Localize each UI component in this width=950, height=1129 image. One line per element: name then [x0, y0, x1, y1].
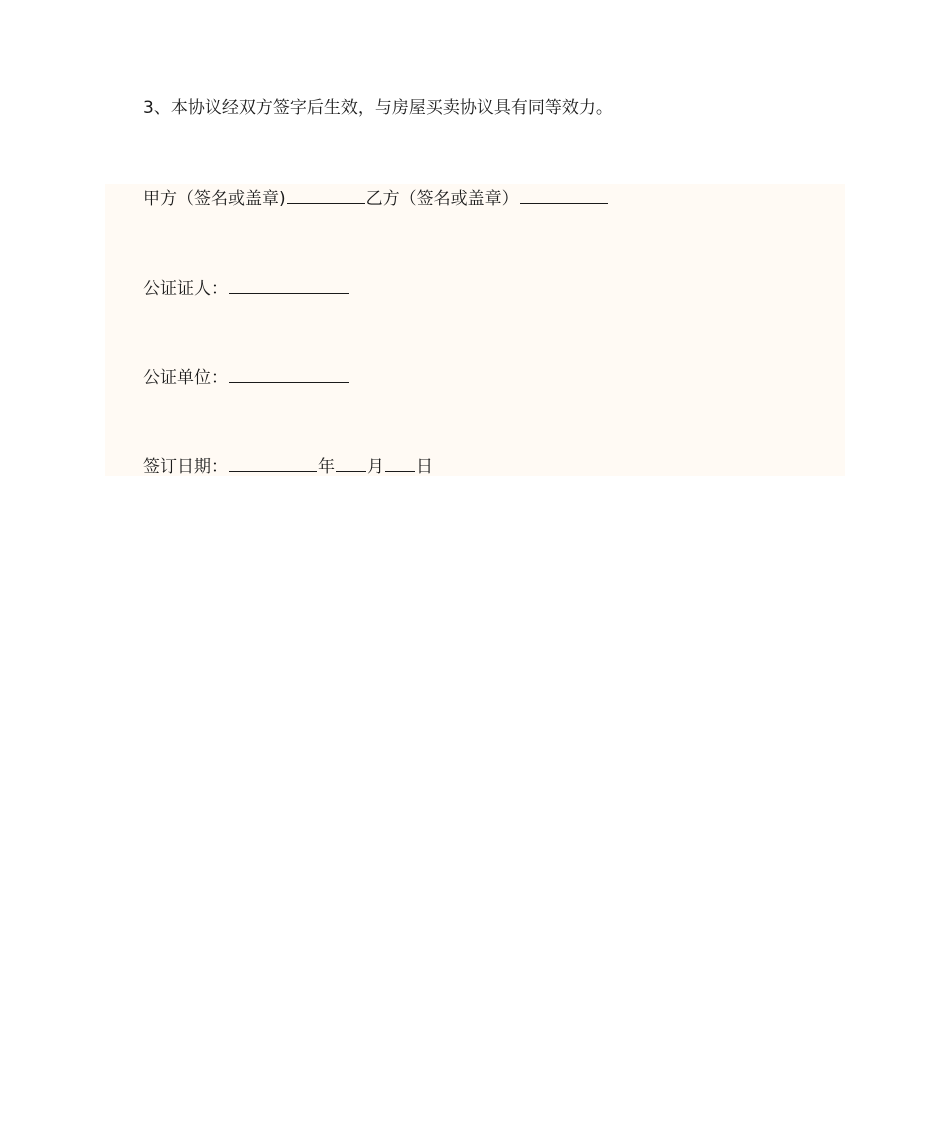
notary-person-blank — [229, 276, 349, 294]
notary-unit-label: 公证单位： — [143, 368, 228, 388]
party-signature-line — [143, 186, 609, 210]
year-label: 年 — [318, 457, 335, 477]
sign-date-line — [143, 454, 433, 478]
notary-unit-blank — [229, 365, 349, 383]
clause-3-text: 3、本协议经双方签字后生效，与房屋买卖协议具有同等效力。 — [143, 98, 613, 118]
party-b-signature-blank — [520, 186, 608, 204]
year-blank — [229, 454, 317, 472]
month-blank — [336, 454, 366, 472]
party-a-signature-blank — [287, 186, 365, 204]
signature-section — [105, 184, 845, 476]
day-label: 日 — [416, 457, 433, 477]
party-a-label: 甲方（签名或盖章) — [143, 189, 286, 209]
day-blank — [385, 454, 415, 472]
notary-person-line — [143, 276, 350, 300]
party-b-label: 乙方（签名或盖章） — [365, 189, 519, 209]
sign-date-label: 签订日期： — [143, 457, 228, 477]
notary-person-label: 公证证人： — [143, 279, 228, 299]
month-label: 月 — [367, 457, 384, 477]
notary-unit-line — [143, 365, 350, 389]
